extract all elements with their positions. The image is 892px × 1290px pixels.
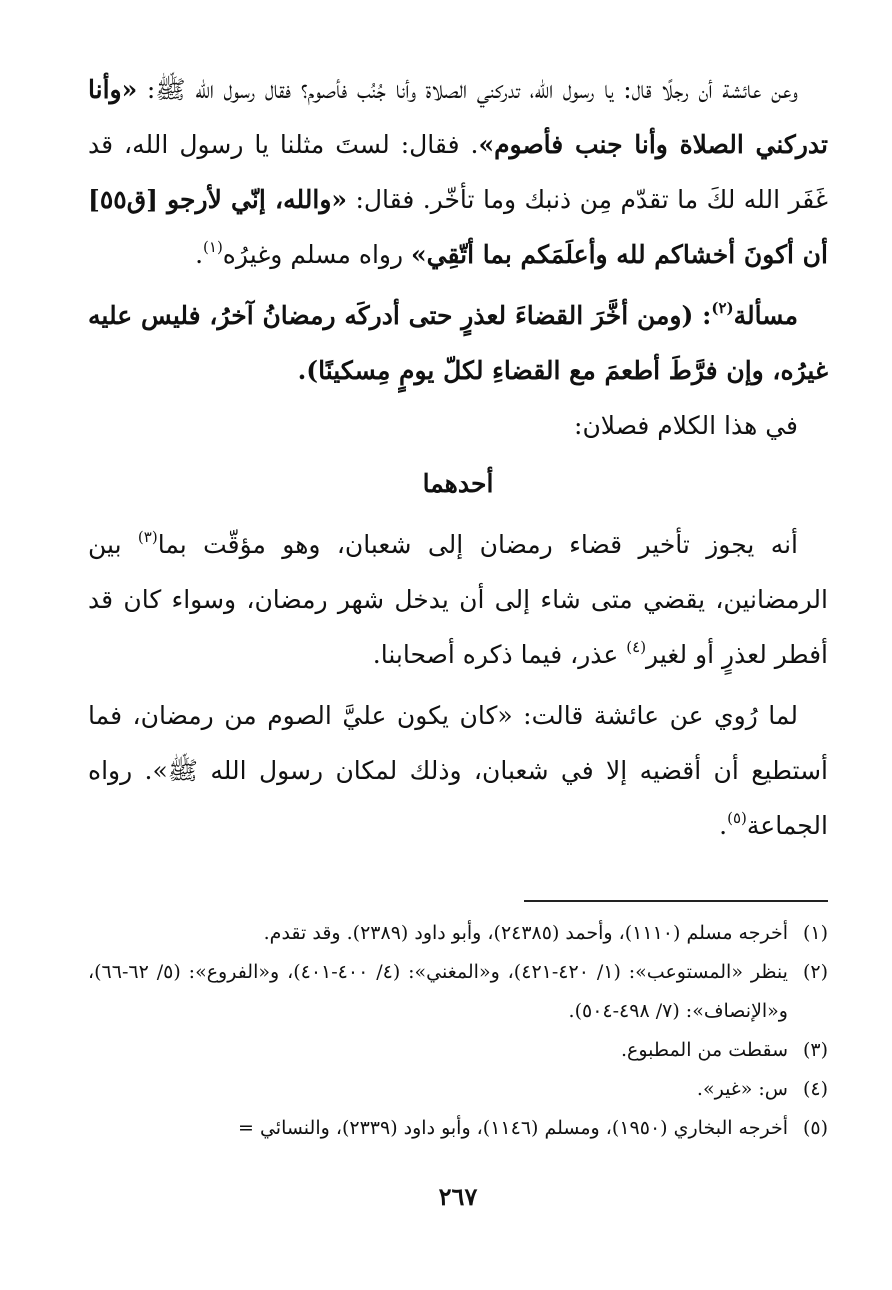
footnote-item	[88, 914, 828, 953]
footnote-text: ينظر «المستوعب»: (١/ ٤٢٠-٤٢١)، و«المغني»: (٤/ ٤٠٠-٤٠١)، و«الفروع»: (٥/ ٦٢-٦٦)، و«الإنصاف»: (٧/ ٤٩٨-٥٠٤).	[88, 961, 788, 1022]
masala-paragraph	[88, 288, 828, 398]
footnote-item	[88, 953, 828, 1031]
footnote-text: أخرجه البخاري (١٩٥٠)، ومسلم (١١٤٦)، وأبو داود (٢٣٣٩)، والنسائي =	[237, 1117, 788, 1139]
masala-text: : (ومن أخَّرَ القضاءَ لعذرٍ حتى أدركَه رمضانُ آخرُ، فليس عليه غيرُه، وإن فرَّطَ أطعمَ مع القضاءِ لكلّ يومٍ مِسكينًا).	[88, 301, 828, 385]
text-segment: في هذا الكلام فصلان:	[574, 411, 798, 440]
footnote-item	[88, 1109, 828, 1148]
paragraph-aisha	[88, 688, 828, 853]
footnote-ref: (٤)	[626, 638, 647, 656]
text-segment: لما رُوي عن عائشة قالت: «كان يكون عليَّ الصوم من رمضان، فما أستطيع أن أقضيه إلا في شعبان، وذلك لمكان رسول الله ﷺ». رواه الجماعة	[88, 701, 828, 840]
hadith-quote: «والله، إنّي لأرجو [ق٥٥] أن أكونَ أخشاكم لله وأعلَمَكم بما أتّقِي»	[88, 185, 828, 269]
text-segment: .	[195, 240, 204, 269]
footnote-text: أخرجه مسلم (١١١٠)، وأحمد (٢٤٣٨٥)، وأبو داود (٢٣٨٩). وقد تقدم.	[263, 922, 788, 944]
footnote-ref: (١)	[203, 238, 223, 256]
footnote-divider	[524, 900, 828, 902]
footnote-ref: (٣)	[137, 528, 158, 546]
text-segment: .	[719, 811, 728, 840]
footnote-number: (٤)	[802, 1078, 828, 1100]
paragraph-delay	[88, 517, 828, 682]
footnote-text: سقطت من المطبوع.	[620, 1039, 788, 1061]
footnote-text: س: «غير».	[696, 1078, 788, 1100]
footnote-item	[88, 1070, 828, 1109]
masala-label: مسألة	[733, 301, 798, 330]
text-segment: أنه يجوز تأخير قضاء رمضان إلى شعبان، وهو مؤقّت بما	[157, 530, 799, 559]
text-segment: رواه مسلم وغيرُه	[222, 240, 412, 269]
footnote-number: (١)	[802, 922, 828, 944]
footnote-ref: (٥)	[727, 809, 747, 827]
footnote-number: (٢)	[802, 961, 828, 983]
paragraph-intro	[88, 398, 828, 453]
paragraph-hadith-janub	[88, 62, 828, 282]
text-segment: بين الرمضانين، يقضي متى شاء إلى أن يدخل شهر رمضان، وسواء كان قد أفطر لعذرٍ أو لغير	[88, 530, 828, 669]
text-segment: . فقال: لستَ مثلنا يا رسول الله، قد غَفَر الله لكَ ما تقدّم مِن ذنبك وما تأخّر. فقال:	[88, 130, 828, 214]
page	[88, 62, 828, 1230]
text-segment: عذر، فيما ذكره أصحابنا.	[372, 640, 627, 669]
footnote-item	[88, 1031, 828, 1070]
page-number: ٢٦٧	[438, 1182, 478, 1211]
footnote-number: (٥)	[802, 1117, 828, 1139]
footnote-ref: (٢)	[711, 299, 734, 317]
footnotes	[88, 914, 828, 1148]
main-text	[88, 62, 828, 853]
section-heading: أحدهما	[422, 469, 494, 498]
footnote-number: (٣)	[802, 1039, 828, 1061]
text-segment: وعن عائشة أن رجلًا قال: يا رسول الله، تدركني الصلاة وأنا جُنُب فأصوم؟ فقال رسول الله ﷺ:	[137, 75, 798, 104]
hadith-quote: «وأنا تدركني الصلاة وأنا جنب فأصوم»	[88, 75, 828, 159]
